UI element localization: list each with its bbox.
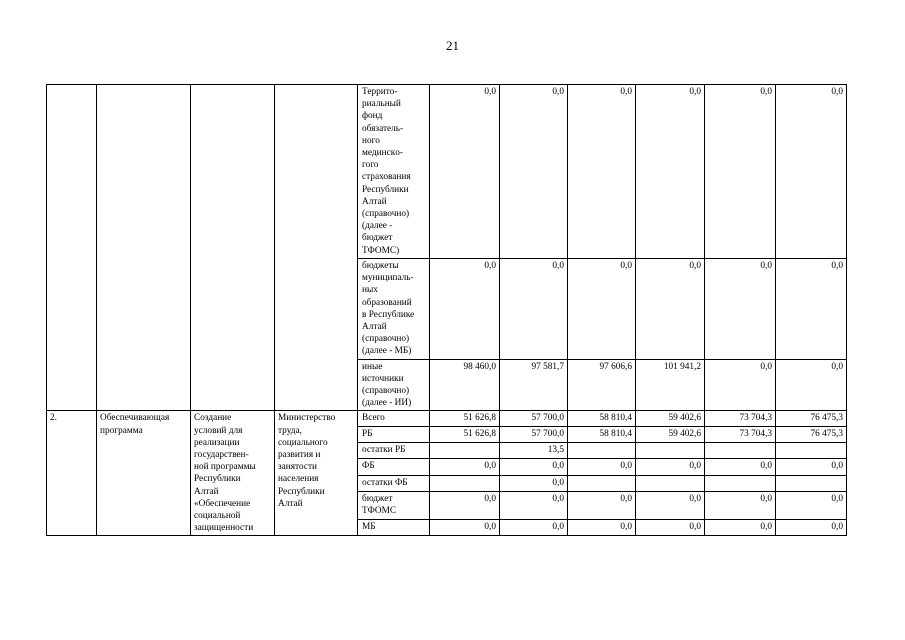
- value-cell: 58 810,4: [568, 427, 636, 443]
- value-cell: 0,0: [776, 259, 847, 360]
- value-cell: 0,0: [568, 85, 636, 259]
- value-cell: 0,0: [636, 459, 705, 475]
- source-cell: остатки РБ: [358, 443, 430, 459]
- source-cell: МБ: [358, 520, 430, 536]
- value-cell: 0,0: [636, 85, 705, 259]
- name-cell: [97, 85, 191, 411]
- table-row: [47, 85, 847, 259]
- value-cell: 13,5: [500, 443, 568, 459]
- value-cell: 0,0: [430, 259, 500, 360]
- value-cell: 0,0: [776, 85, 847, 259]
- value-cell: [430, 443, 500, 459]
- number-cell: [47, 85, 97, 411]
- source-cell: РБ: [358, 427, 430, 443]
- value-cell: 98 460,0: [430, 359, 500, 411]
- source-cell: бюджет ТФОМС: [358, 491, 430, 520]
- value-cell: 0,0: [705, 459, 776, 475]
- value-cell: 0,0: [500, 520, 568, 536]
- source-cell: Всего: [358, 411, 430, 427]
- program-goal: Создание условий для реализации государствен- ной программы Республики Алтай «Обеспечение социальной защищенности: [191, 411, 275, 536]
- page-number: 21: [446, 38, 459, 53]
- value-cell: 0,0: [500, 259, 568, 360]
- executor-cell: [275, 85, 358, 411]
- program-number: 2.: [47, 411, 97, 536]
- value-cell: 0,0: [568, 491, 636, 520]
- value-cell: 0,0: [705, 491, 776, 520]
- value-cell: [636, 443, 705, 459]
- value-cell: 0,0: [636, 259, 705, 360]
- value-cell: 0,0: [568, 520, 636, 536]
- value-cell: 0,0: [430, 491, 500, 520]
- value-cell: [705, 475, 776, 491]
- value-cell: 0,0: [430, 520, 500, 536]
- value-cell: 0,0: [776, 359, 847, 411]
- value-cell: 51 626,8: [430, 411, 500, 427]
- source-cell: остатки ФБ: [358, 475, 430, 491]
- value-cell: 0,0: [568, 259, 636, 360]
- value-cell: 0,0: [705, 85, 776, 259]
- value-cell: 58 810,4: [568, 411, 636, 427]
- value-cell: [636, 475, 705, 491]
- goal-cell: [191, 85, 275, 411]
- value-cell: [430, 475, 500, 491]
- table-row: [47, 411, 847, 427]
- value-cell: 0,0: [705, 259, 776, 360]
- program-name: Обеспечивающая программа: [97, 411, 191, 536]
- value-cell: 0,0: [568, 459, 636, 475]
- value-cell: 0,0: [500, 85, 568, 259]
- value-cell: 0,0: [705, 359, 776, 411]
- value-cell: [705, 443, 776, 459]
- value-cell: 97 581,7: [500, 359, 568, 411]
- source-cell: ФБ: [358, 459, 430, 475]
- value-cell: [776, 475, 847, 491]
- budget-table: [46, 84, 847, 536]
- value-cell: 0,0: [776, 459, 847, 475]
- value-cell: 73 704,3: [705, 427, 776, 443]
- value-cell: 0,0: [705, 520, 776, 536]
- value-cell: 0,0: [430, 85, 500, 259]
- value-cell: 97 606,6: [568, 359, 636, 411]
- value-cell: 0,0: [500, 491, 568, 520]
- value-cell: 0,0: [430, 459, 500, 475]
- value-cell: 0,0: [500, 475, 568, 491]
- value-cell: 0,0: [636, 520, 705, 536]
- value-cell: 51 626,8: [430, 427, 500, 443]
- value-cell: 0,0: [776, 520, 847, 536]
- value-cell: 76 475,3: [776, 411, 847, 427]
- program-executor: Министерство труда, социального развития и занятости населения Республики Алтай: [275, 411, 358, 536]
- value-cell: 59 402,6: [636, 427, 705, 443]
- value-cell: [568, 443, 636, 459]
- value-cell: 0,0: [636, 491, 705, 520]
- value-cell: 101 941,2: [636, 359, 705, 411]
- value-cell: 73 704,3: [705, 411, 776, 427]
- value-cell: 57 700,0: [500, 411, 568, 427]
- value-cell: 76 475,3: [776, 427, 847, 443]
- source-cell: бюджеты муниципаль- ных образований в Республике Алтай (справочно) (далее - МБ): [358, 259, 430, 360]
- value-cell: [568, 475, 636, 491]
- source-cell: иные источники (справочно) (далее - ИИ): [358, 359, 430, 411]
- value-cell: 59 402,6: [636, 411, 705, 427]
- value-cell: 0,0: [776, 491, 847, 520]
- value-cell: 57 700,0: [500, 427, 568, 443]
- value-cell: [776, 443, 847, 459]
- value-cell: 0,0: [500, 459, 568, 475]
- source-cell: Террито- риальный фонд обязатель- ного мединcкo- гого страхования Республики Алтай (справочно) (далее - бюджет ТФОМС): [358, 85, 430, 259]
